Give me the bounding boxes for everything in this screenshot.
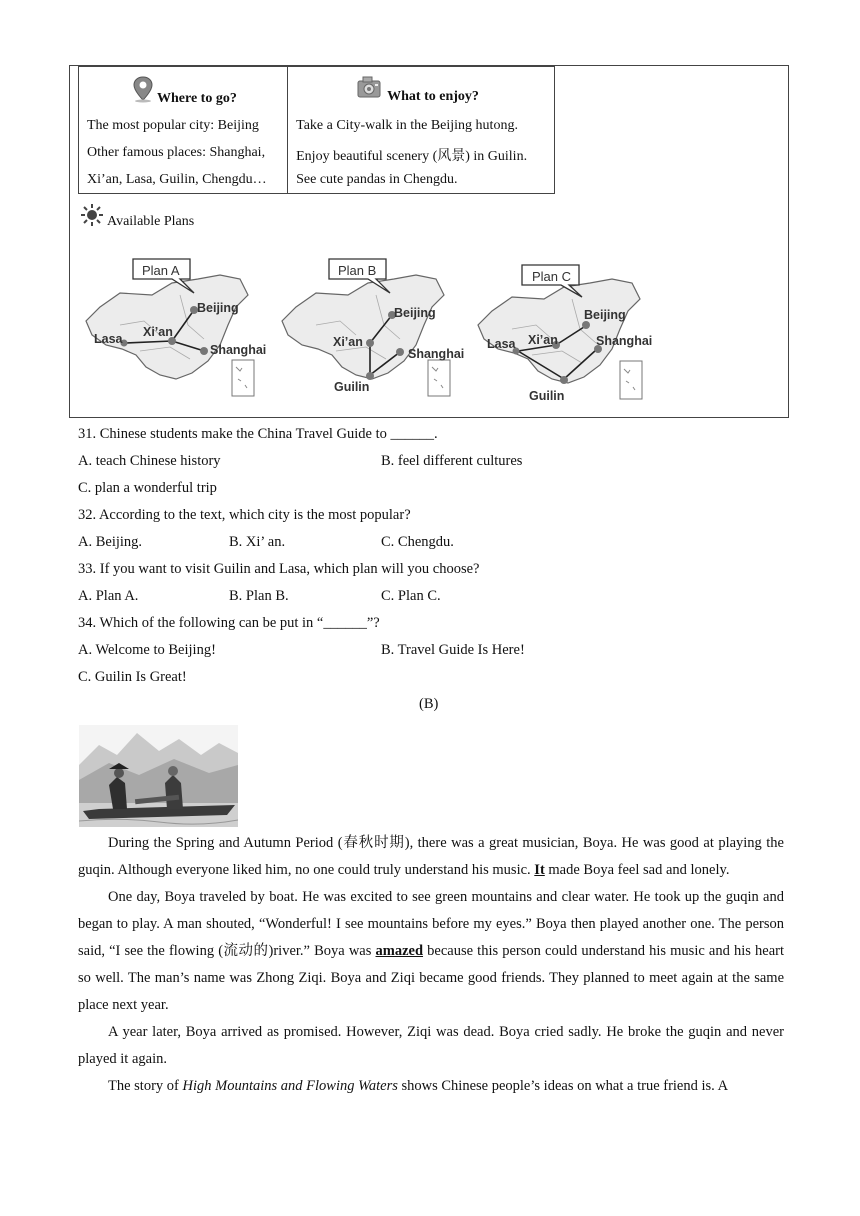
plan-b-city-shanghai: Shanghai — [408, 347, 465, 361]
q34-option-b: B. Travel Guide Is Here! — [381, 642, 525, 658]
plan-a-city-beijing: Beijing — [197, 301, 239, 315]
enjoy-line-3: See cute pandas in Chengdu. — [296, 172, 458, 187]
plan-c-city-xian: Xi’an — [528, 333, 558, 347]
plan-c-map — [472, 259, 667, 409]
plan-b-city-xian: Xi’an — [333, 335, 363, 349]
enjoy-line-1: Take a City-walk in the Beijing hutong. — [296, 118, 518, 133]
question-32: 32. According to the text, which city is the most popular? — [78, 507, 411, 523]
q31-option-a: A. teach Chinese history — [78, 453, 221, 469]
plan-a-city-shanghai: Shanghai — [210, 343, 267, 357]
plan-c-city-lasa: Lasa — [487, 337, 516, 351]
where-to-go-heading: Where to go? — [157, 91, 237, 106]
q32-option-a: A. Beijing. — [78, 534, 143, 550]
sun-icon — [80, 203, 104, 227]
plan-b-map — [276, 255, 471, 405]
where-line-3: Xi’an, Lasa, Guilin, Chengdu… — [87, 172, 267, 187]
q31-option-b: B. feel different cultures — [381, 453, 523, 469]
where-line-2: Other famous places: Shanghai, — [87, 145, 266, 160]
question-31: 31. Chinese students make the China Travel Guide to ______. — [78, 426, 438, 442]
section-b-heading: (B) — [419, 696, 439, 712]
plan-b-city-guilin: Guilin — [334, 380, 370, 394]
where-line-1: The most popular city: Beijing — [87, 118, 259, 133]
question-33: 33. If you want to visit Guilin and Lasa, which plan will you choose? — [78, 561, 480, 577]
story-paragraph-4: The story of High Mountains and Flowing Waters shows Chinese people’s ideas on what a true friend is. A — [108, 1078, 729, 1094]
plan-c-city-beijing: Beijing — [584, 308, 626, 322]
q33-option-c: C. Plan C. — [381, 588, 441, 604]
plan-a-city-lasa: Lasa — [94, 332, 123, 346]
location-pin-icon — [131, 75, 155, 103]
story-paragraph-1: During the Spring and Autumn Period (春秋时期), there was a great musician, Boya. He was good at playing the guqin. Although everyone liked him, no one could truly understand his music. It made Boya feel sad and lonely. — [78, 835, 784, 878]
story-paragraph-2: One day, Boya traveled by boat. He was excited to see green mountains and clear water. He took up the guqin and began to play. A man shouted, “Wonderful! I see mountains before my eyes.” Boya then played another one. The person said, “I see the flowing (流动的)river.” Boya was amazed because this person could understand his music and his heart so well. The man’s name was Zhong Ziqi. Boya and Ziqi became good friends. They planned to meet again at the same place next year. — [78, 889, 784, 1013]
plan-c-city-guilin: Guilin — [529, 389, 565, 403]
q34-option-a: A. Welcome to Beijing! — [78, 642, 216, 658]
where-to-go-column — [79, 67, 288, 193]
story-text — [78, 830, 784, 1100]
what-to-enjoy-column — [288, 67, 554, 193]
enjoy-line-2: Enjoy beautiful scenery (风景) in Guilin. — [296, 149, 528, 164]
plan-b-city-beijing: Beijing — [394, 306, 436, 320]
q33-option-a: A. Plan A. — [78, 588, 139, 604]
plan-b-title: Plan B — [338, 263, 377, 278]
boat-illustration — [79, 725, 238, 827]
available-plans-label: Available Plans — [107, 214, 195, 229]
q34-option-c: C. Guilin Is Great! — [78, 669, 187, 685]
q33-option-b: B. Plan B. — [229, 588, 289, 604]
plan-c-city-shanghai: Shanghai — [596, 334, 653, 348]
q32-option-b: B. Xi’ an. — [229, 534, 286, 550]
question-34: 34. Which of the following can be put in “______”? — [78, 615, 380, 631]
what-to-enjoy-heading: What to enjoy? — [387, 89, 479, 104]
plan-a-city-xian: Xi’an — [143, 325, 173, 339]
camera-icon — [356, 75, 384, 101]
info-table — [78, 66, 555, 194]
story-paragraph-3: A year later, Boya arrived as promised. However, Ziqi was dead. Boya cried sadly. He broke the guqin and never played it again. — [78, 1024, 784, 1067]
plan-a-title: Plan A — [142, 263, 180, 278]
underlined-word-it: It — [534, 862, 545, 878]
plan-c-title: Plan C — [532, 269, 572, 284]
q31-option-c: C. plan a wonderful trip — [78, 480, 217, 496]
plan-a-map — [80, 255, 275, 405]
q32-option-c: C. Chengdu. — [381, 534, 454, 550]
underlined-word-amazed: amazed — [375, 943, 424, 959]
